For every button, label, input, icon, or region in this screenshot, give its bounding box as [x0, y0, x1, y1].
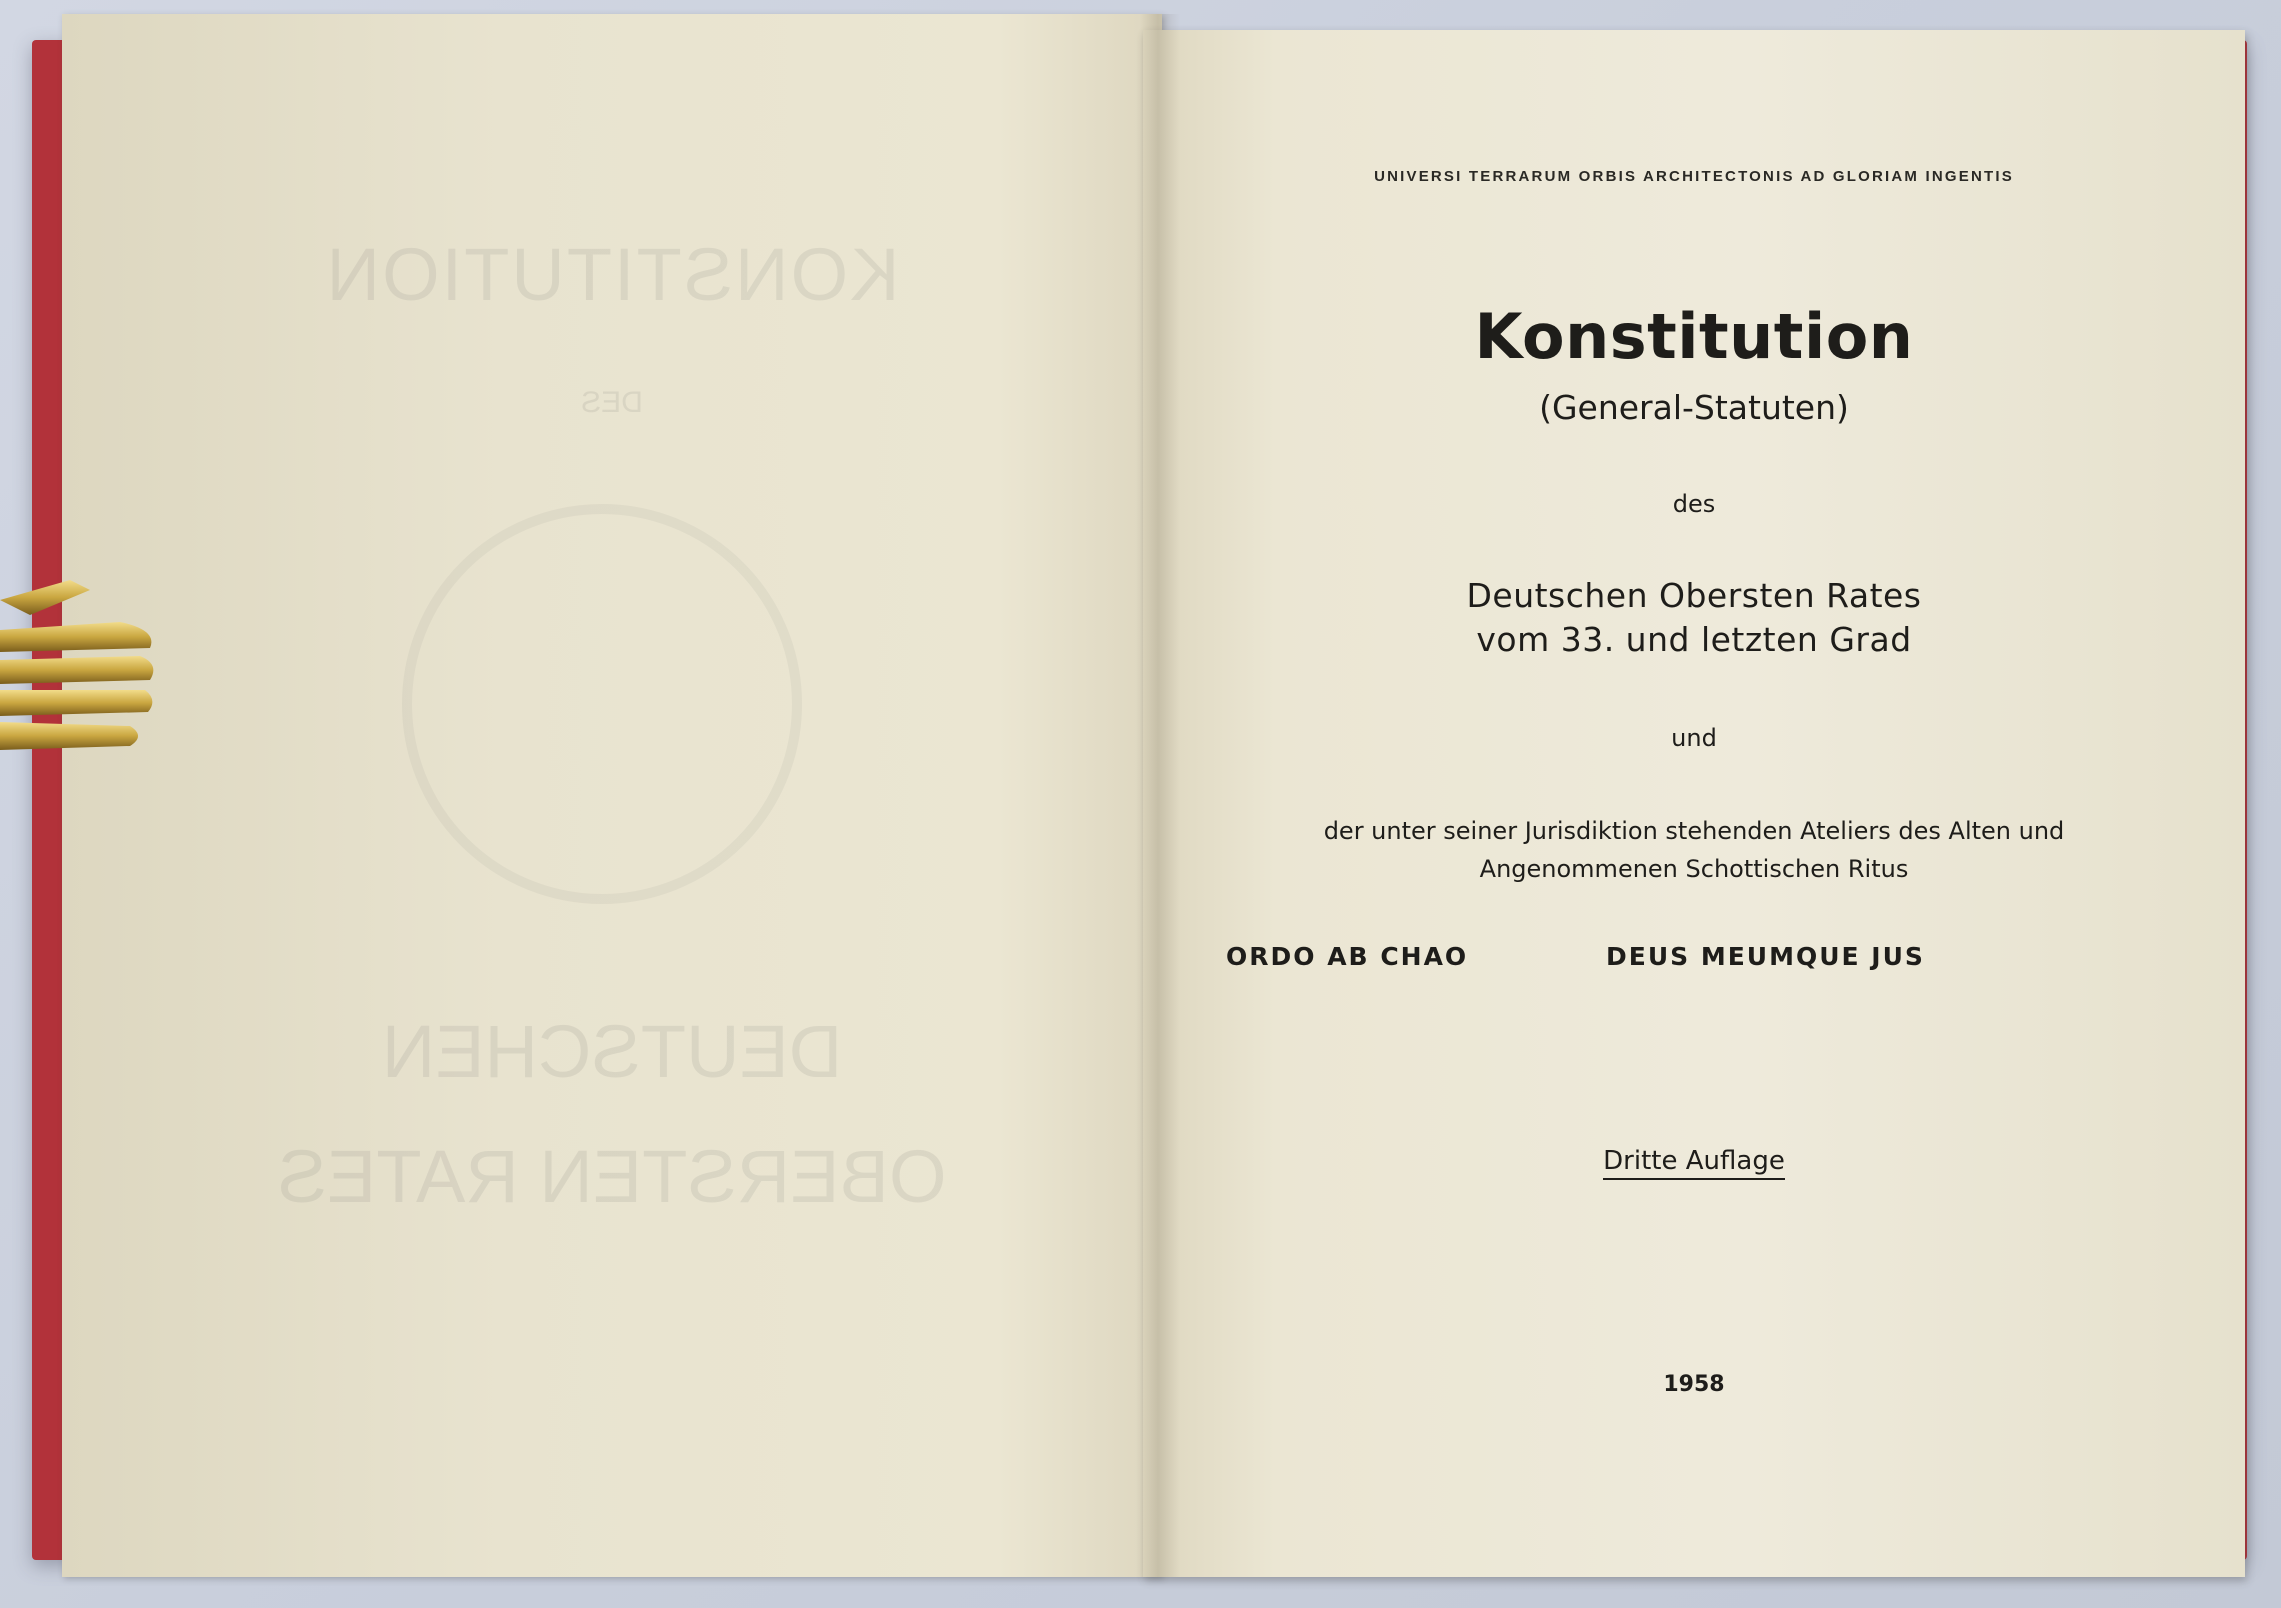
edition-text: Dritte Auflage [1603, 1146, 1785, 1180]
council-line-2: vom 33. und letzten Grad [1476, 620, 1912, 659]
publication-year: 1958 [1663, 1372, 1725, 1397]
connector-und: und [1671, 724, 1717, 752]
book-gutter [1140, 14, 1180, 1577]
right-page [1143, 30, 2245, 1577]
council-line-1: Deutschen Obersten Rates [1466, 576, 1922, 615]
left-page-show-through [62, 14, 1162, 1577]
edition-label [1143, 1146, 2245, 1176]
show-through-line-3: DEUTSCHEN [381, 1010, 843, 1093]
top-motto: UNIVERSI TERRARUM ORBIS ARCHITECTONIS AD GLORIAM INGENTIS [1374, 168, 2014, 185]
gold-page-clip [0, 560, 160, 760]
page-subtitle: (General-Statuten) [1539, 388, 1849, 427]
show-through-emblem [402, 504, 802, 904]
motto-deus-meumque-jus: DEUS MEUMQUE JUS [1606, 942, 1925, 971]
show-through-line-2: DES [581, 386, 643, 419]
show-through-line-1: KONSTITUTION [324, 233, 900, 316]
show-through-line-4: OBERSTEN RATES [277, 1135, 947, 1218]
jurisdiction-line-2: Angenommenen Schottischen Ritus [1479, 855, 1909, 883]
connector-des: des [1672, 490, 1716, 518]
jurisdiction-line-1: der unter seiner Jurisdiktion stehenden Ateliers des Alten und [1323, 817, 2065, 845]
motto-ordo-ab-chao: ORDO AB CHAO [1226, 942, 1469, 971]
page-title: Konstitution [1474, 300, 1914, 373]
